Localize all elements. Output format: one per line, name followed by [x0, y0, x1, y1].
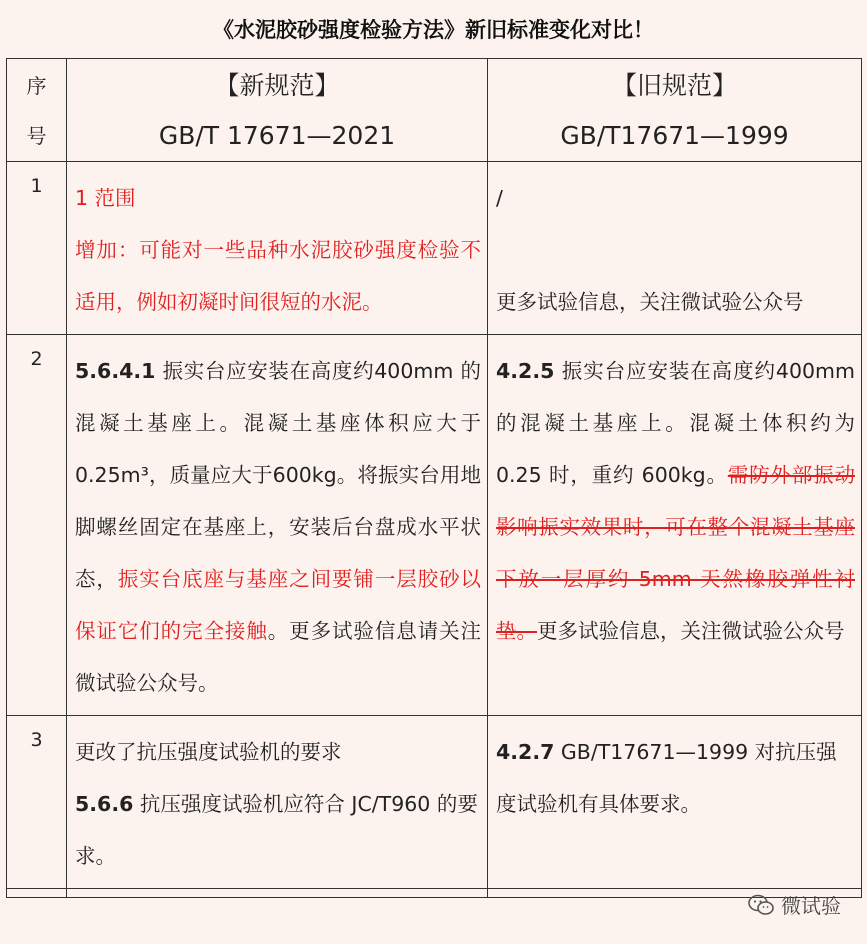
- table-row: [7, 889, 862, 898]
- table-row: [7, 335, 862, 716]
- promo-text: 更多试验信息，关注微试验公众号: [537, 619, 845, 643]
- old-standard-cell: [488, 716, 862, 889]
- promo-text: 。更多试验信息请关注微试验公众号。: [75, 619, 481, 695]
- table-row: [7, 162, 862, 335]
- table-row: [7, 716, 862, 889]
- clause-number: 5.6.6: [75, 792, 134, 816]
- scope-heading: 1 范围: [75, 186, 136, 210]
- old-standard-code: GB/T17671—1999: [560, 121, 789, 150]
- clause-number: 5.6.4.1: [75, 359, 156, 383]
- index-header-line2: 号: [26, 124, 47, 148]
- old-standard-cell: [488, 162, 862, 335]
- added-requirement-text: 振实台底座与基座之间要铺一层胶砂以保证它们的完全接触: [75, 567, 482, 643]
- row-index: 1: [7, 162, 67, 335]
- watermark: [747, 890, 841, 919]
- removed-requirement-text: 需防外部振动影响振实效果时，可在整个混凝土基座下放一层厚约 5mm 天然橡胶弹性衬垫。: [496, 463, 855, 643]
- wechat-icon: [747, 893, 775, 917]
- table-header-row: [7, 59, 862, 162]
- row-index: 3: [7, 716, 67, 889]
- empty-marker: /: [496, 186, 503, 210]
- old-standard-cell: [488, 335, 862, 716]
- new-standard-header: [67, 59, 488, 162]
- old-standard-label: 【旧规范】: [611, 71, 737, 100]
- new-standard-cell: [67, 335, 488, 716]
- promo-text: 更多试验信息，关注微试验公众号: [496, 290, 804, 314]
- comparison-table: [6, 58, 862, 898]
- clause-text: 振实台应安装在高度约400mm 的混凝土基座上。混凝土体积约为 0.25 时，重约 600kg。: [496, 359, 855, 487]
- new-standard-label: 【新规范】: [214, 71, 340, 100]
- index-header-line1: 序: [26, 74, 47, 98]
- clause-text: 抗压强度试验机应符合 JC/T960 的要求。: [75, 792, 478, 868]
- new-standard-cell: [67, 162, 488, 335]
- change-summary: 更改了抗压强度试验机的要求: [75, 740, 342, 764]
- new-standard-code: GB/T 17671—2021: [158, 121, 396, 150]
- new-standard-cell: [67, 716, 488, 889]
- scope-addition-text: 增加：可能对一些品种水泥胶砂强度检验不适用，例如初凝时间很短的水泥。: [75, 238, 481, 314]
- watermark-text: 微试验: [781, 894, 841, 918]
- clause-text: 振实台应安装在高度约400mm 的混凝土基座上。混凝土基座体积应大于 0.25m³，质量应大于600kg。将振实台用地脚螺丝固定在基座上，安装后台盘成水平状态，: [75, 359, 481, 591]
- page-title: 《水泥胶砂强度检验方法》新旧标准变化对比！: [213, 18, 654, 42]
- clause-number: 4.2.7: [496, 740, 555, 764]
- clause-text: GB/T17671—1999 对抗压强度试验机有具体要求。: [496, 740, 837, 816]
- old-standard-header: [488, 59, 862, 162]
- index-header: [7, 59, 67, 162]
- clause-number: 4.2.5: [496, 359, 555, 383]
- row-index: 2: [7, 335, 67, 716]
